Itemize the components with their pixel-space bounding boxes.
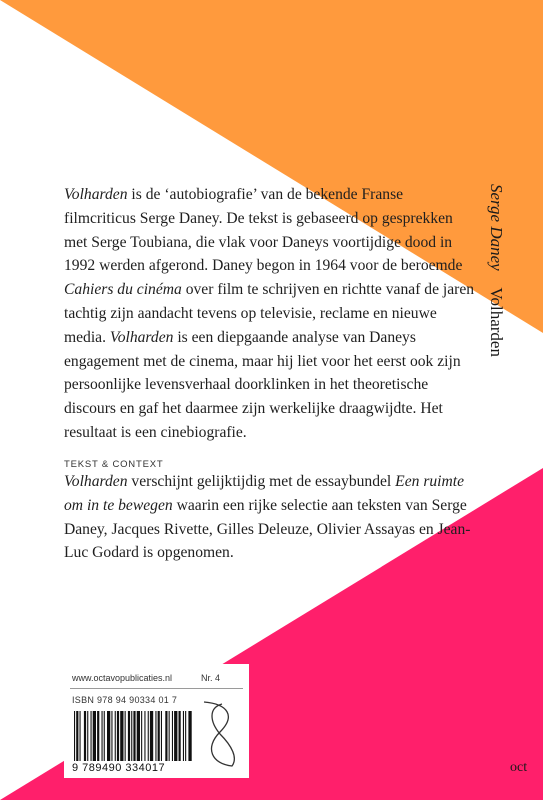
barcode-panel bbox=[64, 664, 249, 778]
barcode-stripe bbox=[74, 711, 75, 761]
barcode-number: 9 789490 334017 bbox=[72, 762, 166, 774]
barcode-stripe bbox=[93, 711, 96, 761]
barcode-stripe bbox=[80, 711, 81, 761]
blurb-magazine-italic: Cahiers du cinéma bbox=[64, 281, 182, 299]
barcode-stripe bbox=[125, 711, 126, 761]
barcode-stripe bbox=[137, 711, 140, 761]
barcode-stripe bbox=[169, 711, 170, 761]
series-label: TEKST & CONTEXT bbox=[64, 459, 164, 470]
barcode-stripe bbox=[185, 711, 186, 761]
blurb-paragraph bbox=[64, 183, 476, 445]
barcode-stripe bbox=[179, 711, 181, 761]
barcode-stripe bbox=[131, 711, 132, 761]
spine-book-title: Volharden bbox=[487, 287, 506, 357]
spine-gap bbox=[487, 275, 506, 284]
note-book-italic: Een ruimte om in te bewegen bbox=[64, 473, 465, 514]
barcode-stripe bbox=[111, 711, 112, 761]
barcode-stripe bbox=[91, 711, 92, 761]
barcode-stripe bbox=[128, 711, 130, 761]
publisher-url: www.octavopublicaties.nl bbox=[72, 673, 173, 683]
barcode-stripe bbox=[165, 711, 167, 761]
barcode-stripe bbox=[174, 711, 177, 761]
note-paragraph bbox=[64, 470, 476, 565]
blurb-title-italic-2: Volharden bbox=[109, 328, 174, 346]
spine-title bbox=[486, 184, 506, 357]
barcode-stripe bbox=[155, 711, 156, 761]
barcode-divider bbox=[70, 688, 243, 689]
barcode-stripe bbox=[102, 711, 103, 761]
barcode-stripe bbox=[87, 711, 88, 761]
barcode-stripe bbox=[148, 711, 149, 761]
octavo-logo-icon bbox=[198, 698, 242, 770]
note-text-2: waarin een rijke selectie aan teksten van Serge Daney, Jacques Rivette, Gilles Deleuze, Olivier Assayas en Jean-Luc Godard is opgenomen. bbox=[64, 496, 471, 562]
barcode-stripe bbox=[144, 711, 145, 761]
barcode-stripe bbox=[172, 711, 173, 761]
barcode-bars bbox=[74, 711, 192, 761]
blurb-sentence-3: is een diepgaande analyse van Daneys engagement met de cinema, maar hij liet voor het eerst ook zijn persoonlijke levensverhaal doorklinken in het theoretische discours en gaf het daarmee zijn werkelijke draagwijdte. Het resultaat is een cinebiografie. bbox=[64, 328, 461, 441]
barcode-stripe bbox=[161, 711, 162, 761]
barcode-stripe bbox=[158, 711, 160, 761]
barcode-stripe bbox=[133, 711, 135, 761]
barcode-stripe bbox=[84, 711, 86, 761]
barcode-stripe bbox=[141, 711, 142, 761]
barcode-stripe bbox=[107, 711, 110, 761]
barcode-stripe bbox=[120, 711, 123, 761]
barcode-stripe bbox=[183, 711, 184, 761]
barcode-stripe bbox=[97, 711, 99, 761]
spine-author: Serge Daney bbox=[487, 184, 506, 271]
blurb-text bbox=[64, 183, 476, 445]
isbn-text: ISBN 978 94 90334 01 7 bbox=[72, 695, 178, 705]
blurb-title-italic: Volharden bbox=[64, 186, 128, 203]
barcode-stripe bbox=[117, 711, 119, 761]
barcode-stripe bbox=[104, 711, 105, 761]
barcode-stripe bbox=[76, 711, 78, 761]
companion-note bbox=[64, 470, 476, 565]
barcode-stripe bbox=[150, 711, 153, 761]
note-title-italic: Volharden bbox=[64, 473, 128, 490]
blurb-sentence-1: is de ‘autobiografie’ van de bekende Franse filmcriticus Serge Daney. De tekst is gebaseerd op gesprekken met Serge Toubiana, die vlak voor Daneys voortijdige dood in 1992 werden afgerond. Daney begon in 1964 voor de beroemde bbox=[64, 186, 463, 275]
barcode-stripe bbox=[188, 711, 191, 761]
series-number: Nr. 4 bbox=[201, 673, 221, 683]
barcode-stripe bbox=[115, 711, 116, 761]
note-text-1: verschijnt gelijktijdig met de essaybundel bbox=[127, 473, 396, 490]
blurb-sentence-2: over film te schrijven en richtte vanaf de jaren tachtig zijn aandacht tevens op televisie, reclame en nieuwe media. bbox=[64, 281, 475, 346]
publisher-mark: oct bbox=[510, 760, 528, 775]
